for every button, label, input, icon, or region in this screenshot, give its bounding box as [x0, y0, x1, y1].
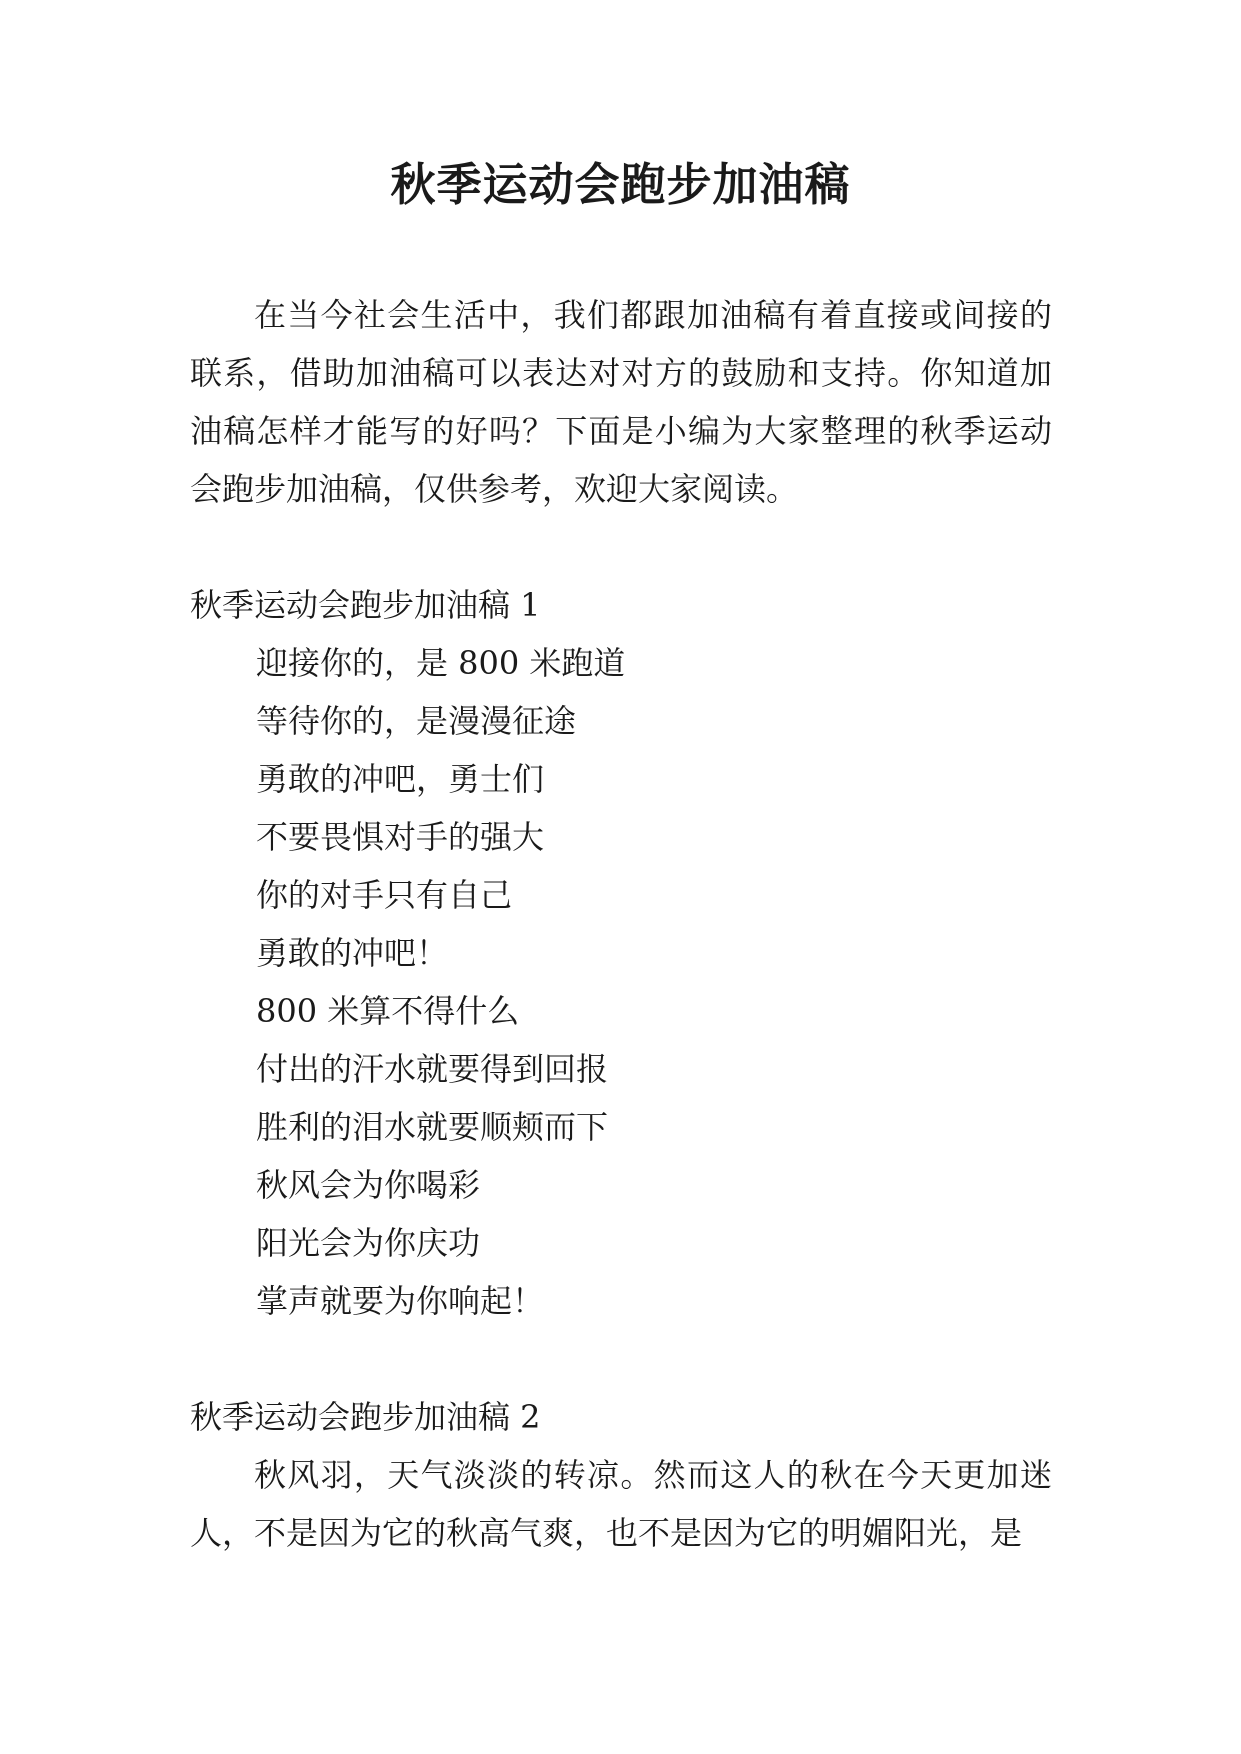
section-2-paragraph: 秋风羽，天气淡淡的转凉。然而这人的秋在今天更加迷人，不是因为它的秋高气爽，也不是因为它的明媚阳光，是	[190, 1456, 1052, 1552]
poem-line: 掌声就要为你响起！	[256, 1282, 545, 1320]
poem-line: 等待你的，是漫漫征途	[256, 702, 577, 740]
document-body	[190, 286, 1052, 1562]
poem-line: 胜利的泪水就要顺颊而下	[256, 1108, 609, 1146]
section-1-heading: 秋季运动会跑步加油稿 1	[190, 586, 541, 624]
poem-line: 秋风会为你喝彩	[256, 1166, 481, 1204]
poem-line: 你的对手只有自己	[256, 876, 513, 914]
poem-line: 不要畏惧对手的强大	[256, 818, 545, 856]
section-1-poem	[190, 634, 1052, 1330]
intro-paragraph: 在当今社会生活中，我们都跟加油稿有着直接或间接的联系，借助加油稿可以表达对对方的鼓励和支持。你知道加油稿怎样才能写的好吗？下面是小编为大家整理的秋季运动会跑步加油稿，仅供参考，欢迎大家阅读。	[190, 296, 1052, 508]
document-title: 秋季运动会跑步加油稿	[390, 158, 851, 211]
poem-line: 勇敢的冲吧！	[256, 934, 449, 972]
section-2-heading: 秋季运动会跑步加油稿 2	[190, 1398, 541, 1436]
poem-line: 付出的汗水就要得到回报	[256, 1050, 609, 1088]
poem-line: 阳光会为你庆功	[256, 1224, 481, 1262]
poem-line: 迎接你的，是 800 米跑道	[256, 644, 626, 682]
poem-line: 800 米算不得什么	[256, 992, 520, 1030]
poem-line: 勇敢的冲吧，勇士们	[256, 760, 545, 798]
